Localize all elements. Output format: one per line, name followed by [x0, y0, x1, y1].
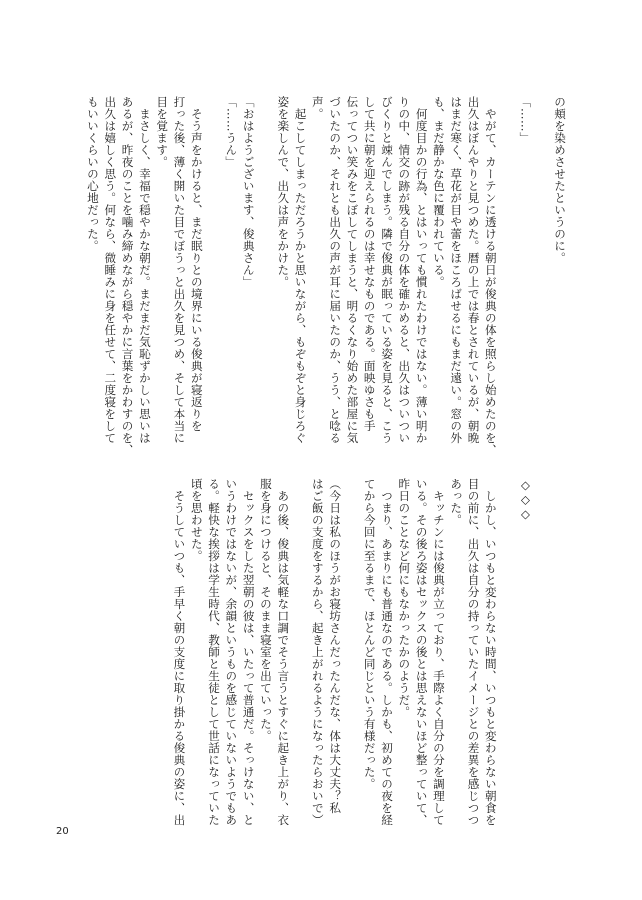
text-line: あの後、俊典は気軽な口調でそう言うとすぐに起き上がり、衣 — [276, 478, 291, 826]
text-line: の頬を染めさせたというのに。 — [553, 96, 567, 264]
text-line: びくりと竦んでしまう。隣で俊典が眠っている姿を見ると、こう — [380, 96, 395, 444]
text-line: 「……うん」 — [224, 96, 239, 168]
text-line: やがて、カーテンに透ける朝日が俊典の体を照らし始めたのを、 — [483, 96, 498, 456]
page-number: 20 — [56, 826, 69, 837]
text-line: る。軽快な挨拶は学生時代、教師と生徒として世話になっていた — [207, 478, 222, 826]
blank-line — [499, 96, 516, 446]
text-line: 伝ってつい笑みをこぼしてしまうと、明るくなり始めた部屋に気 — [345, 96, 360, 444]
text-line: 起こしてしまっただろうかと思いながら、もぞもぞと身じろぐ — [293, 96, 308, 444]
text-line: 服を身につけると、そのまま寝室を出ていった。 — [258, 478, 273, 742]
text-line: 出久は嬉しく思う。何なら、微睡みに身を任せて、二度寝をして — [103, 96, 118, 444]
text-line: しかし、いつもと変わらない時間、いつもと変わらない朝食を — [483, 478, 498, 826]
text-line: はご飯の支度をするから、起き上がれるようになったらおいで） — [310, 478, 325, 826]
text-line: セックスをした翌朝の彼は、いたって普通だ。そっけない、と — [241, 478, 256, 826]
text-line: 打った後、薄く開いた目でぼうっと出久を見つめ、そして本当に — [172, 96, 187, 444]
blank-line — [257, 96, 274, 446]
blank-line — [291, 478, 308, 828]
blank-line — [533, 96, 550, 446]
text-line: 何度目かの行為、とはいっても慣れたわけではない。薄い明か — [414, 96, 429, 444]
text-line: まさしく、幸福で穏やかな朝だ。まだまだ気恥ずかしい思いは — [137, 96, 152, 444]
blank-line — [343, 478, 360, 828]
blank-line — [205, 96, 222, 446]
section-break: ◇◇◇ — [518, 478, 533, 522]
text-line: 昨日のことなど何にもなかったかのようだ。 — [397, 478, 412, 718]
text-line: して共に朝を迎えられるのは幸せなものである。面映ゆさも手 — [362, 96, 377, 432]
lower-text-block — [98, 478, 568, 828]
text-line: てから今回に至るまで、ほとんど同じという有様だった。 — [362, 478, 377, 790]
text-line: つまり、あまりにも普通なのである。しかも、初めての夜を経 — [380, 478, 395, 826]
text-line: 姿を楽しんで、出久は声をかけた。 — [276, 96, 291, 288]
text-line: 目の前に、出久は自分の持っていたイメージとの差異を感じつつ — [466, 478, 481, 826]
text-line: 「……」 — [518, 96, 533, 144]
text-line: （今日は私のほうがお寝坊さんだったんだな、体は大丈夫？私 — [328, 478, 343, 814]
text-line: あった。 — [449, 478, 464, 526]
text-line: もいいくらいの心地だった。 — [85, 96, 100, 252]
text-line: はまだ寒く、草花が目や蕾をほころばせるにもまだ遠い。窓の外 — [449, 96, 464, 444]
text-line: 目を覚ます。 — [155, 96, 170, 168]
text-line: りの中、情交の跡が残る自分の体を確かめると、出久はついつい — [397, 96, 412, 444]
text-line: キッチンには俊典が立っており、手際よく自分の分を調理して — [431, 478, 446, 826]
text-line: 「おはようございます、俊典さん」 — [241, 96, 256, 288]
text-line: いうわけではないが、余韻というものを感じていないようでもあ — [224, 478, 239, 826]
blank-line — [533, 478, 550, 828]
blank-line — [499, 478, 516, 828]
text-line: 出久はぼんやりと見つめた。暦の上では春とされているが、朝晩 — [466, 96, 481, 444]
text-line: 頃を思わせた。 — [189, 478, 204, 562]
text-line: いる。その後ろ姿はセックスの後とは思えないほど整っていて、 — [414, 478, 429, 826]
text-line: そうしていつも、手早く朝の支度に取り掛かる俊典の姿に、出 — [172, 478, 187, 826]
upper-text-block — [85, 96, 568, 456]
text-line: そう声をかけると、まだ眠りとの境界にいる俊典が寝返りを — [189, 96, 204, 432]
text-line: も、まだ静かな色に覆われている。 — [431, 96, 446, 288]
blank-line — [551, 478, 568, 828]
text-line: あるが、昨夜のことを噛み締めながら穏やかに言葉をかわすのを、 — [120, 96, 135, 456]
text-line: 声。 — [310, 96, 325, 120]
text-line: づいたのか、それとも出久の声が耳に届いたのか、うう、と唸る — [328, 96, 343, 444]
